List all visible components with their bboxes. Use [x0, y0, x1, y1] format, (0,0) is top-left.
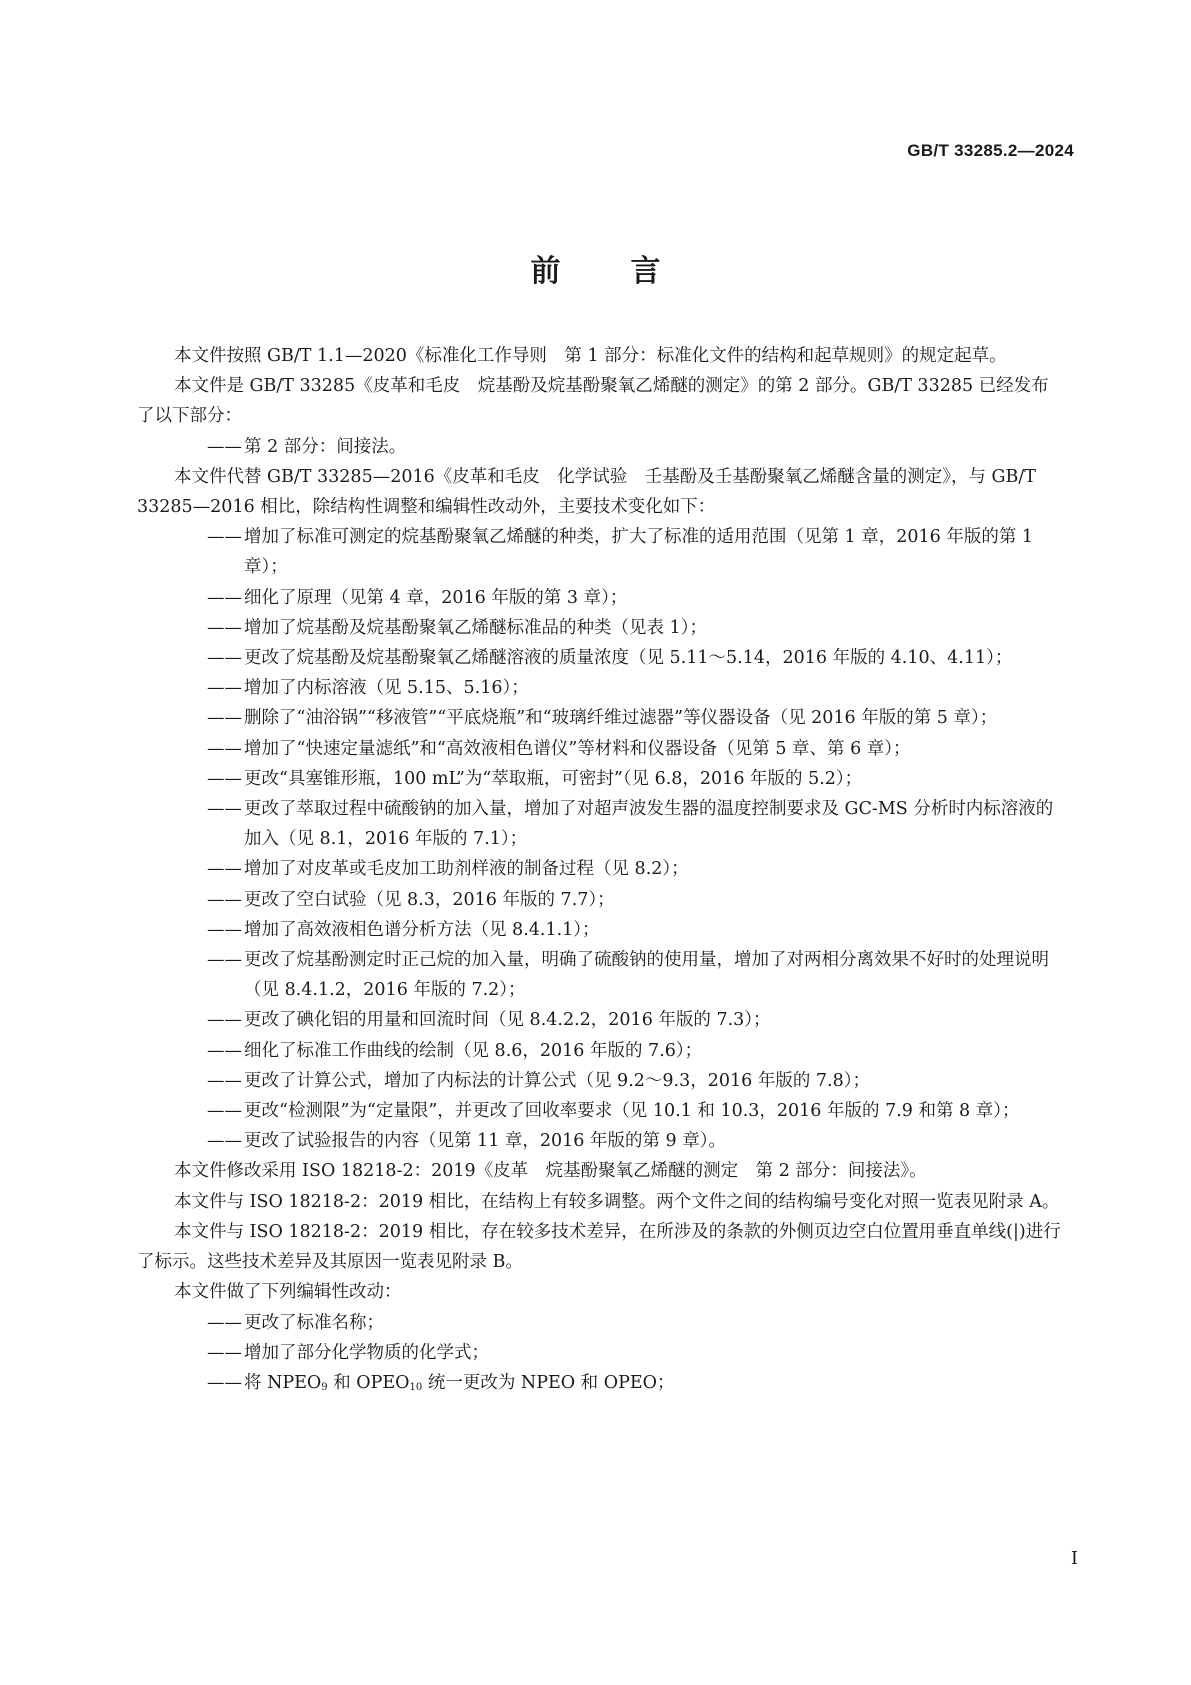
title-char-1: 前: [530, 254, 561, 289]
list-item: —— 更改了碘化铝的用量和回流时间（见 8.4.2.2，2016 年版的 7.3）；: [207, 1010, 771, 1031]
title-char-2: 言: [630, 254, 661, 289]
list-item: —— 增加了“快速定量滤纸”和“高效液相色谱仪”等材料和仪器设备（见第 5 章、第 6 章）；: [207, 738, 911, 759]
technical-changes-list: [137, 522, 1061, 1156]
list-item: —— 更改了空白试验（见 8.3，2016 年版的 7.7）；: [207, 889, 615, 910]
page-title: [0, 246, 1191, 290]
list-item: —— 删除了“油浴锅”“移液管”“平底烧瓶”和“玻璃纤维过滤器”等仪器设备（见 2016 年版的第 5 章）；: [207, 708, 998, 729]
list-item: —— 将 $NPEO_9$ 和 $OPEO_{10}$ 统一更改为 NPEO 和 OPEO；: [207, 1372, 675, 1393]
list-item-published-part: —— 第 2 部分：间接法。: [174, 432, 1061, 462]
paragraph-editorial: 本文件做了下列编辑性改动：: [174, 1282, 402, 1303]
paragraph-technical-deviation: 本文件与 ISO 18218-2：2019 相比，存在较多技术差异，在所涉及的条款的外侧页边空白位置用垂直单线(|)进行了标示。这些技术差异及其原因一览表见附录 B。: [137, 1221, 1061, 1273]
paragraph-replaces: 本文件代替 GB/T 33285—2016《皮革和毛皮 化学试验 壬基酚及壬基酚聚氧乙烯醚含量的测定》，与 GB/T 33285—2016 相比，除结构性调整和编辑性改动外，主要技术变化如下：: [137, 466, 1036, 518]
list-item: —— 增加了高效液相色谱分析方法（见 8.4.1.1）；: [207, 919, 600, 940]
list-item: —— 更改“检测限”为“定量限”，并更改了回收率要求（见 10.1 和 10.3，2016 年版的 7.9 和第 8 章）；: [207, 1101, 1020, 1122]
list-item: —— 更改了试验报告的内容（见第 11 章，2016 年版的第 9 章）。: [207, 1131, 727, 1152]
list-item: —— 增加了对皮革或毛皮加工助剂样液的制备过程（见 8.2）；: [207, 859, 689, 880]
list-item: —— 增加了标准可测定的烷基酚聚氧乙烯醚的种类，扩大了标准的适用范围（见第 1 章，2016 年版的第 1 章）；: [207, 527, 1034, 578]
list-item: —— 增加了烷基酚及烷基酚聚氧乙烯醚标准品的种类（见表 1）；: [207, 617, 707, 638]
list-item: —— 细化了原理（见第 4 章，2016 年版的第 3 章）；: [207, 587, 628, 608]
standard-number: GB/T 33285.2—2024: [907, 141, 1074, 160]
list-item: —— 更改了烷基酚及烷基酚聚氧乙烯醚溶液的质量浓度（见 5.11～5.14，2016 年版的 4.10、4.11）；: [207, 648, 1013, 669]
list-item: —— 更改“具塞锥形瓶，100 mL”为“萃取瓶，可密封”（见 6.8，2016 年版的 5.2）；: [207, 768, 863, 789]
list-item: —— 更改了烷基酚测定时正己烷的加入量，明确了硫酸钠的使用量，增加了对两相分离效果不好时的处理说明（见 8.4.1.2，2016 年版的 7.2）；: [207, 950, 1049, 1001]
paragraph-drafting-rule: 本文件按照 GB/T 1.1—2020《标准化工作导则 第 1 部分：标准化文件的结构和起草规则》的规定起草。: [174, 346, 1007, 366]
list-item: —— 增加了内标溶液（见 5.15、5.16）；: [207, 678, 529, 699]
list-item: —— 更改了萃取过程中硫酸钠的加入量，增加了对超声波发生器的温度控制要求及 GC-MS 分析时内标溶液的加入（见 8.1，2016 年版的 7.1）；: [207, 799, 1054, 850]
paragraph-part-info: 本文件是 GB/T 33285《皮革和毛皮 烷基酚及烷基酚聚氧乙烯醚的测定》的第 2 部分。GB/T 33285 已经发布了以下部分：: [137, 376, 1049, 427]
list-item: —— 更改了标准名称；: [207, 1312, 384, 1333]
editorial-changes-list: [137, 1308, 1061, 1404]
paragraph-structure: 本文件与 ISO 18218-2：2019 相比，在结构上有较多调整。两个文件之间的结构编号变化对照一览表见附录 A。: [174, 1191, 1060, 1212]
page-number: I: [1070, 1548, 1078, 1569]
dash-mark: ——: [207, 436, 242, 457]
list-item: —— 细化了标准工作曲线的绘制（见 8.6，2016 年版的 7.6）；: [207, 1040, 703, 1061]
list-item: —— 增加了部分化学物质的化学式；: [207, 1342, 489, 1363]
foreword-body: [137, 341, 1061, 1403]
paragraph-adoption: 本文件修改采用 ISO 18218-2：2019《皮革 烷基酚聚氧乙烯醚的测定 第 2 部分：间接法》。: [174, 1161, 927, 1182]
list-item: —— 更改了计算公式，增加了内标法的计算公式（见 9.2～9.3，2016 年版的 7.8）；: [207, 1070, 870, 1091]
